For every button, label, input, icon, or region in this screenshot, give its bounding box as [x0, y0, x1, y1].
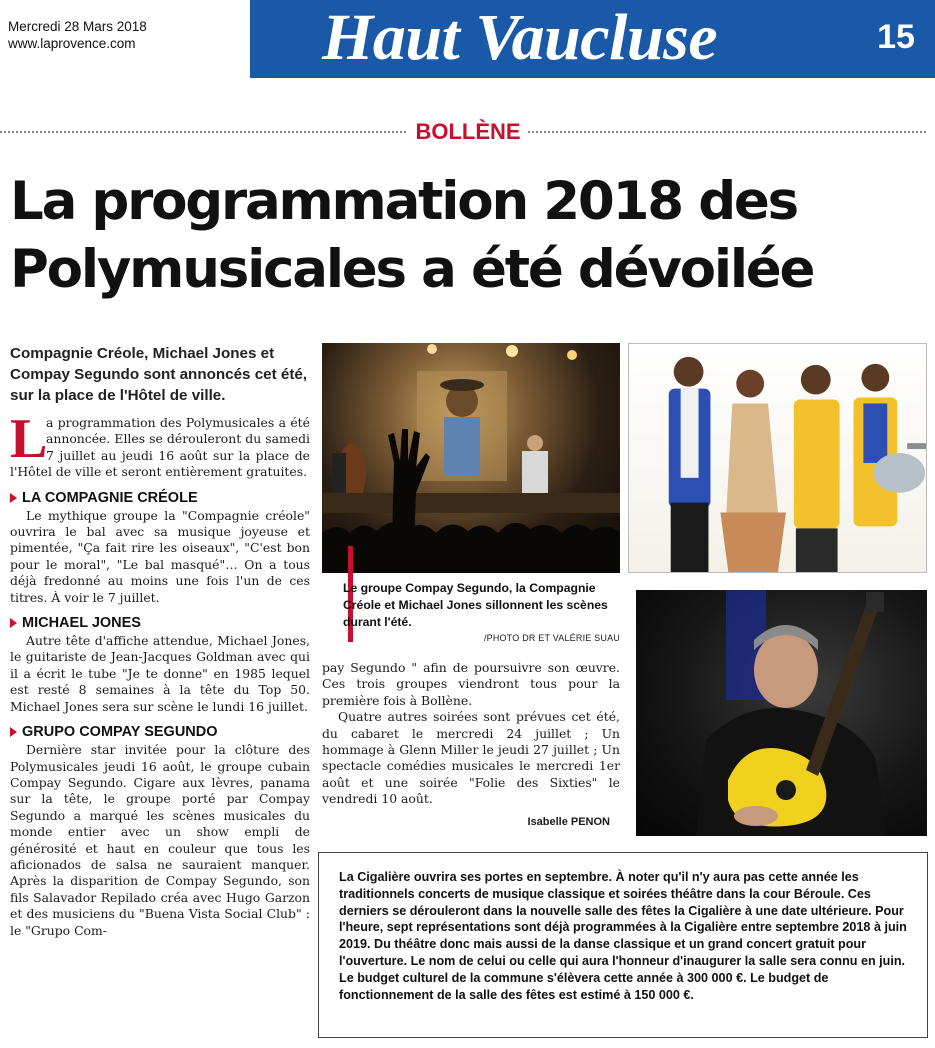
- continuation-paragraph: pay Segundo " afin de poursuivre son œuvre. Ces trois groupes viendront tous pour la première fois à Bollène.: [322, 660, 620, 708]
- cigaliere-info-box: [318, 852, 928, 1038]
- drop-cap: L: [10, 408, 48, 470]
- section-rule-right: [528, 131, 928, 133]
- edition-title: Haut Vaucluse: [322, 1, 718, 74]
- lead-paragraph: [10, 408, 310, 481]
- page-number: 15: [877, 18, 915, 56]
- left-column: [10, 343, 310, 939]
- subhead-michael-jones: MICHAEL JONES: [10, 614, 310, 632]
- middle-column: [322, 660, 620, 830]
- box-paragraph: [339, 869, 909, 970]
- paragraph-michael-jones: Autre tête d'affiche attendue, Michael Jones, le guitariste de Jean-Jacques Goldman avec qui il a écrit le tube "Je te donne" en 1985 lequel est resté 8 semaines à la tête du Top 50. Michael Jones sera sur scène le lundi 16 juillet.: [10, 633, 310, 714]
- publication-date: Mercredi 28 Mars 2018: [8, 19, 147, 34]
- section-label: BOLLÈNE: [415, 119, 521, 144]
- michael-jones-illustration: [636, 590, 927, 836]
- photo-credit: /PHOTO DR ET VALÉRIE SUAU: [483, 633, 620, 643]
- article-headline: La programmation 2018 des Polymusicales a été dévoilée: [10, 171, 814, 300]
- box-budget: Le budget culturel de la commune s'élèvera cette année à 300 000 €. Le budget de fonctionnement de la salle des fêtes est estimé à 150 000 €.: [339, 970, 829, 1002]
- article-body: [10, 408, 310, 939]
- author-signature: Isabelle PENON: [527, 815, 610, 828]
- compagnie-creole-photo: [628, 343, 927, 573]
- lead-text: a programmation des Polymusicales a été annoncée. Elles se dérouleront du samedi 7 juillet au jeudi 16 août sur la place de l'Hôtel de ville et seront entièrement gratuites.: [10, 415, 310, 480]
- concert-photo: [322, 343, 620, 573]
- photo-caption: Le groupe Compay Segundo, la Compagnie Créole et Michael Jones sillonnent les scènes durant l'été.: [343, 581, 608, 629]
- website-link[interactable]: www.laprovence.com: [8, 36, 136, 51]
- michael-jones-photo: [636, 590, 927, 836]
- article-chapo: Compagnie Créole, Michael Jones et Compay Segundo sont annoncés cet été, sur la place de l'Hôtel de ville.: [10, 345, 308, 404]
- paragraph-compay-segundo: Dernière star invitée pour la clôture des Polymusicales jeudi 16 août, le groupe cubain Compay Segundo. Cigare aux lèvres, panama sur la tête, le groupe porté par Compay Segundo a marqué les scènes musicales du monde entier avec un show empli de générosité et haut en couleur que tous les aficionados de salsa ne sauraient manquer. Après la disparition de Compay Segundo, son fils Salavador Repilado créa avec Hugo Garzon et des musiciens du "Buena Vista Social Club" : le "Grupo Com-: [10, 742, 310, 938]
- box-text: À noter qu'il n'y aura pas cette année les traditionnels concerts de musique classique et soirées théâtre dans la cour Béroule. Ces derniers se dérouleront dans la nouvelle salle des fêtes la Cigalière à une date ultérieure. Pour l'heure, sept représentations sont déjà programmées à la Cigalière entre septembre 2018 à juin 2019. Du théâtre donc mais aussi de la danse classique et un grand concert gratuit pour l'ouverture. Le nom de celui ou celle qui aura l'honneur d'inaugurer la salle sera connu en juin.: [339, 870, 907, 968]
- subhead-compay-segundo: GRUPO COMPAY SEGUNDO: [10, 723, 310, 741]
- section-rule-left: [0, 131, 408, 133]
- other-events-paragraph: Quatre autres soirées sont prévues cet été, du cabaret le mercredi 24 juillet ; Un hommage à Glenn Miller le jeudi 27 juillet ; Un spectacle comédies musicales le mercredi 1er août et une soirée "Folie des Sixties" le vendredi 10 août.: [322, 709, 620, 807]
- masthead-info: [0, 0, 250, 70]
- subhead-compagnie-creole: LA COMPAGNIE CRÉOLE: [10, 489, 310, 507]
- box-lead: La Cigalière ouvrira ses portes en septembre.: [339, 870, 612, 884]
- paragraph-compagnie-creole: Le mythique groupe la "Compagnie créole" ouvrira le bal avec sa musique joyeuse et pimentée, "Ça fait rire les oiseaux", "C'est bon pour le moral", "Le bal masqué"… On a tous déjà fredonné au moins une fois l'un de ces titres. À voir le 7 juillet.: [10, 507, 310, 605]
- masthead: [0, 0, 935, 78]
- compagnie-creole-illustration: [629, 344, 926, 572]
- concert-photo-illustration: [322, 343, 620, 573]
